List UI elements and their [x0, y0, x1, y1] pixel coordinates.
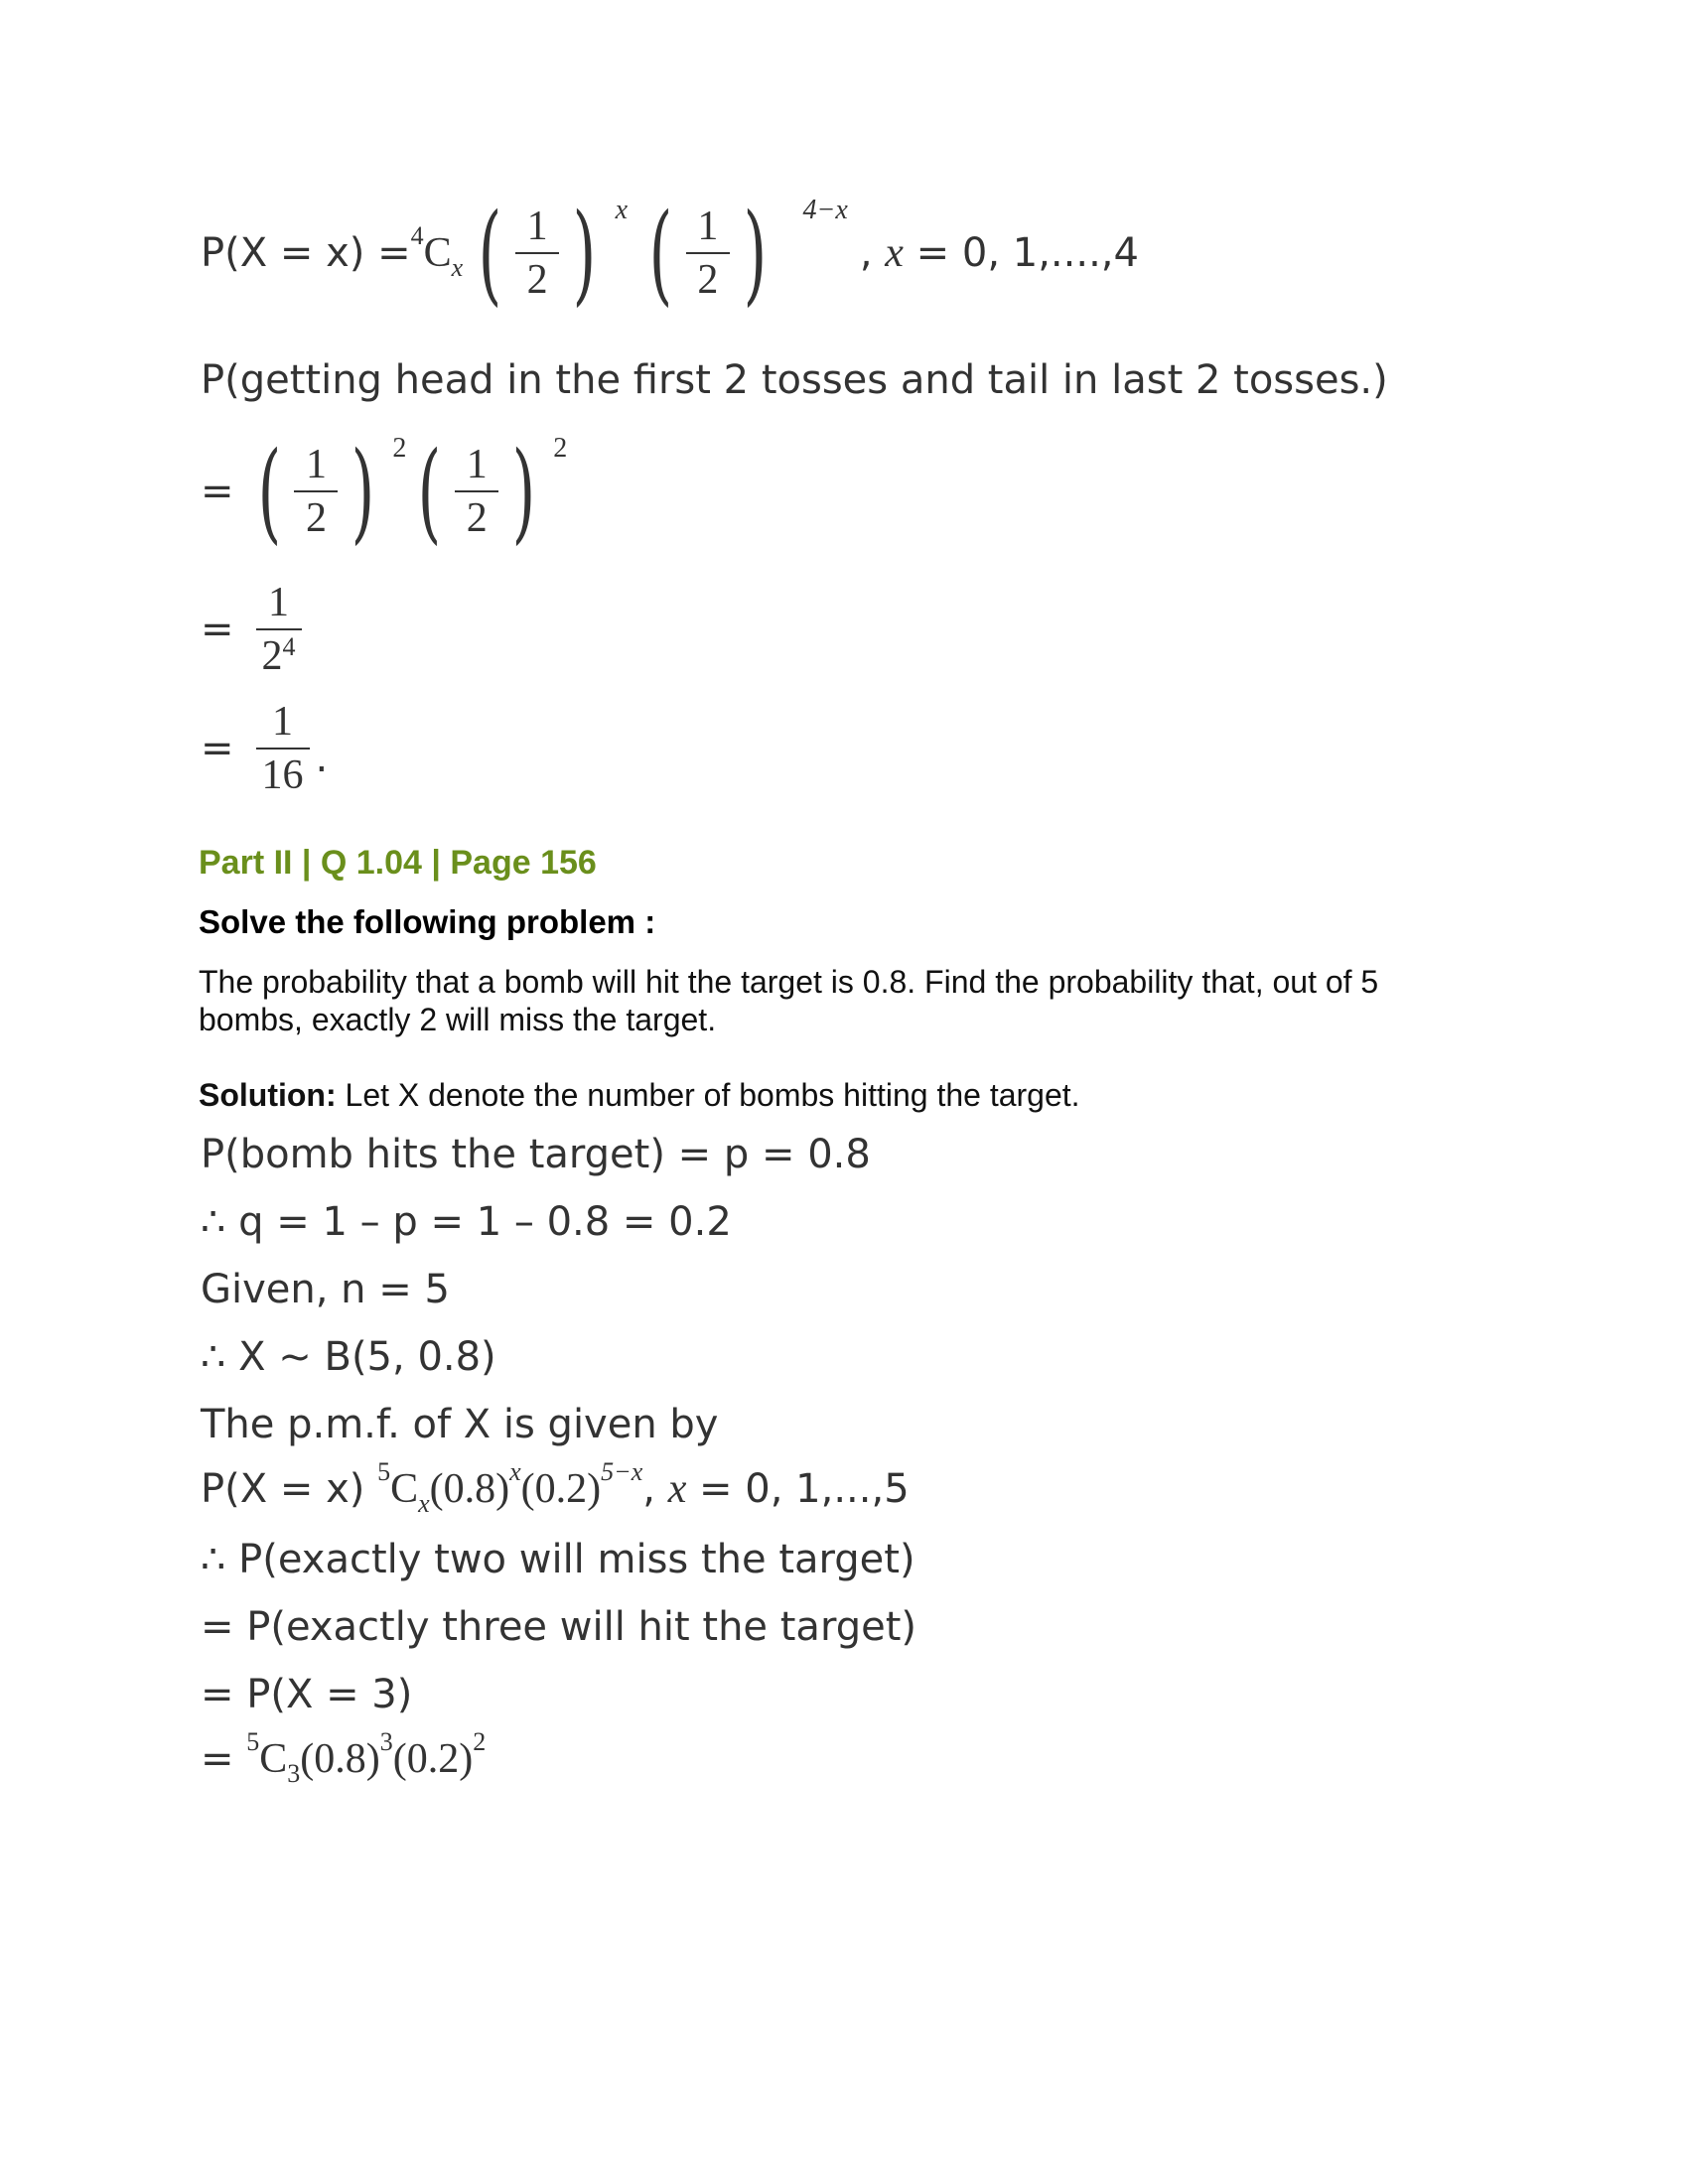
- hit-probability: = P(exactly three will hit the target): [201, 1604, 916, 1650]
- fraction: $\frac{1}{16}$: [256, 700, 310, 797]
- solution-label: Solution:: [199, 1077, 337, 1113]
- fraction: $\frac{1}{2^4}$: [256, 581, 302, 678]
- miss-probability: ∴ P(exactly two will miss the target): [201, 1537, 915, 1582]
- pmf-equation-five-bombs: P(X = x) $^5C_x(0.8)^x(0.2)^{5-x}$, x = 0, 1,...,5: [201, 1457, 910, 1518]
- distribution-statement: ∴ X ~ B(5, 0.8): [201, 1334, 496, 1380]
- half-power-four-minus-x: ( $\frac{1}{2}$ ) $^{4-x}$: [648, 190, 848, 317]
- pmf-domain: , x = 0, 1,....,4: [859, 230, 1139, 276]
- combination: $^5C_3(0.8)^3(0.2)^2$: [246, 1727, 487, 1788]
- instruction-heading: Solve the following problem :: [199, 903, 656, 940]
- fraction-one-half: $\frac{1}{2}$: [515, 205, 559, 302]
- half-power-x: ( $\frac{1}{2}$ ) $^x$: [478, 190, 628, 317]
- pmf-lhs: P(X = x) =: [201, 230, 411, 276]
- exponent: 4−x: [802, 195, 848, 225]
- final-expression: = $^5C_3(0.8)^3(0.2)^2$: [201, 1727, 487, 1788]
- head-tail-probability-text: P(getting head in the first 2 tosses and tail in last 2 tosses.): [201, 357, 1388, 403]
- exponent: 2: [392, 433, 407, 464]
- p-definition: P(bomb hits the target) = p = 0.8: [201, 1132, 871, 1177]
- q-definition: ∴ q = 1 – p = 1 – 0.8 = 0.2: [201, 1199, 732, 1245]
- fraction-one-half: $\frac{1}{2}$: [455, 443, 498, 540]
- combination: $^4C_x$: [410, 221, 464, 282]
- pmf-equation-four-tosses: [201, 190, 1139, 317]
- fraction-one-half: $\frac{1}{2}$: [294, 443, 338, 540]
- exponent: 2: [553, 433, 568, 464]
- combination: $^5C_x(0.8)^x(0.2)^{5-x}$: [377, 1457, 643, 1518]
- one-over-sixteen: = $\frac{1}{16}$ .: [201, 699, 329, 799]
- problem-statement: The probability that a bomb will hit the target is 0.8. Find the probability that, out of 5 bombs, exactly 2 will miss the target.: [199, 964, 1379, 1037]
- exponent: x: [615, 195, 628, 225]
- solution-intro: Solution: Let X denote the number of bombs hitting the target.: [199, 1077, 1080, 1113]
- n-given: Given, n = 5: [201, 1267, 450, 1312]
- fraction-one-half: $\frac{1}{2}$: [686, 205, 730, 302]
- px-equals-three: = P(X = 3): [201, 1672, 413, 1717]
- pmf-intro: The p.m.f. of X is given by: [201, 1402, 719, 1447]
- product-of-halves: = ( $\frac{1}{2}$ ) $^2$ ( $\frac{1}{2}$ ) $^2$: [201, 428, 568, 555]
- one-over-two-to-four: = $\frac{1}{2^4}$: [201, 581, 306, 678]
- question-reference: Part II | Q 1.04 | Page 156: [199, 844, 597, 882]
